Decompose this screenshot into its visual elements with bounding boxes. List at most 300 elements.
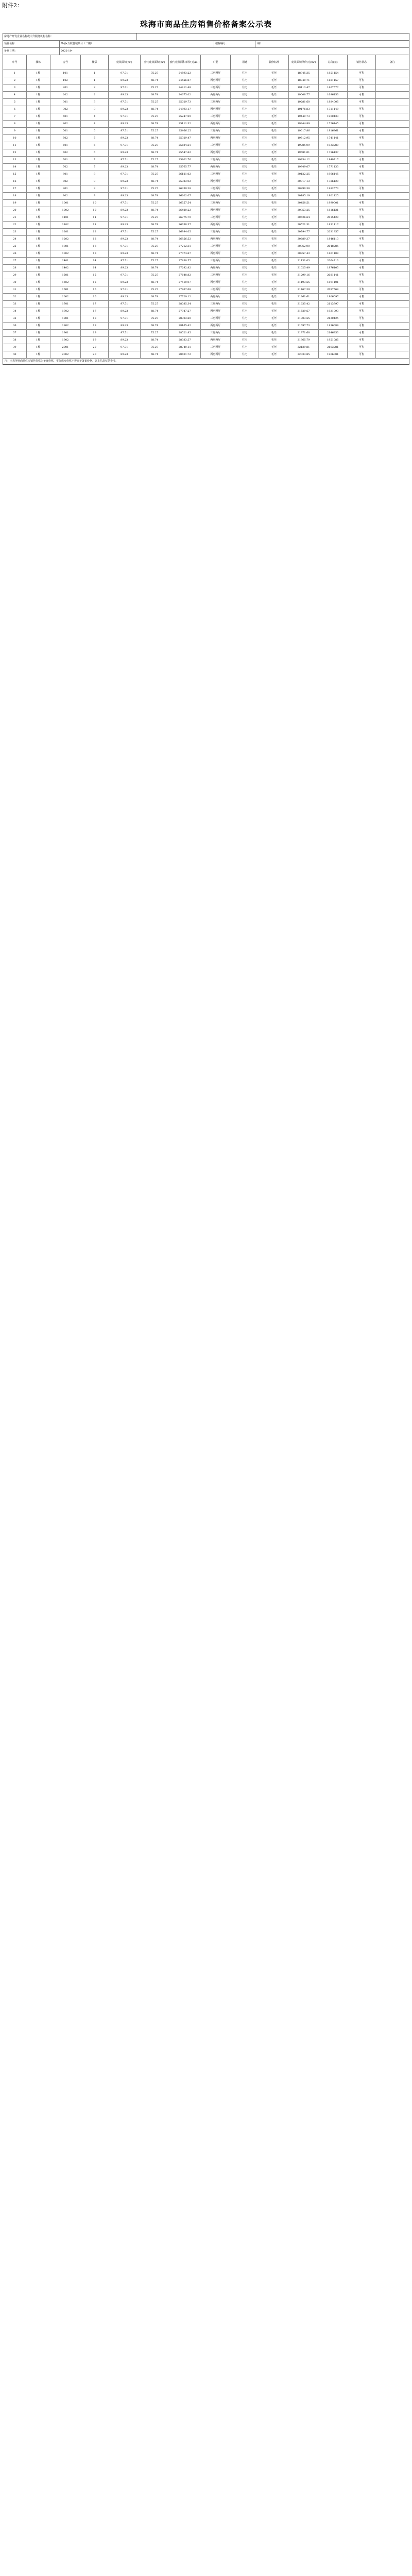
table-cell: 两房两厅 xyxy=(201,265,231,272)
table-cell xyxy=(376,185,409,192)
table-cell: 可售 xyxy=(348,315,376,322)
table-cell: 68.74 xyxy=(141,250,169,257)
table-cell: 3 xyxy=(81,99,109,106)
table-cell: 17 xyxy=(81,301,109,308)
price-table xyxy=(3,33,409,365)
table-cell: 27074.67 xyxy=(169,250,201,257)
table-cell: 21529.67 xyxy=(289,308,319,315)
table-cell xyxy=(376,337,409,344)
table-row xyxy=(3,178,409,185)
table-cell: 住宅 xyxy=(231,301,260,308)
table-cell: 20458.51 xyxy=(289,200,319,207)
table-cell: 101 xyxy=(50,70,81,77)
table-cell: 68.74 xyxy=(141,265,169,272)
table-cell: 75.27 xyxy=(141,84,169,91)
table-cell: 三房两厅 xyxy=(201,330,231,336)
table-cell: 102 xyxy=(50,77,81,84)
table-cell: 20962.90 xyxy=(289,243,319,250)
table-cell: 75.27 xyxy=(141,70,169,77)
table-row xyxy=(3,315,409,323)
table-cell: 住宅 xyxy=(231,243,260,250)
table-cell: 可售 xyxy=(348,149,376,156)
table-cell: 21635.42 xyxy=(289,301,319,308)
table-cell: 34 xyxy=(3,308,27,315)
table-cell: 住宅 xyxy=(231,308,260,315)
table-cell: 毛坯 xyxy=(259,330,289,336)
table-cell: 1861109 xyxy=(319,250,348,257)
table-cell: 三房两厅 xyxy=(201,214,231,221)
table-cell: 住宅 xyxy=(231,286,260,293)
table-cell: 24 xyxy=(3,236,27,243)
table-cell: 住宅 xyxy=(231,229,260,235)
table-cell: 1891101 xyxy=(319,279,348,286)
column-header: 建筑面积(m²) xyxy=(109,55,141,70)
table-cell: 602 xyxy=(50,149,81,156)
table-cell: 三房两厅 xyxy=(201,272,231,279)
table-cell: 毛坯 xyxy=(259,344,289,351)
table-cell: 1884005 xyxy=(319,99,348,106)
table-cell: 毛坯 xyxy=(259,171,289,178)
table-cell: 17 xyxy=(3,185,27,192)
table-cell: 26775.79 xyxy=(169,214,201,221)
table-cell: 97.71 xyxy=(109,142,141,149)
table-cell: 10 xyxy=(81,200,109,207)
table-cell: 68.74 xyxy=(141,149,169,156)
table-cell: 1栋 xyxy=(27,301,50,308)
table-cell: 19113.47 xyxy=(289,84,319,91)
table-cell xyxy=(376,149,409,156)
table-cell: 住宅 xyxy=(231,164,260,171)
table-cell xyxy=(376,214,409,221)
table-cell: 12 xyxy=(81,236,109,243)
table-cell: 20794.77 xyxy=(289,229,319,235)
table-cell: 302 xyxy=(50,106,81,113)
table-cell: 402 xyxy=(50,121,81,127)
table-cell: 可售 xyxy=(348,286,376,293)
table-row xyxy=(3,164,409,171)
table-cell: 25983.92 xyxy=(169,178,201,185)
table-cell: 两房两厅 xyxy=(201,193,231,199)
table-cell: 住宅 xyxy=(231,84,260,91)
table-cell: 1 xyxy=(81,70,109,77)
table-cell: 19617.86 xyxy=(289,128,319,134)
column-header: 装修标准 xyxy=(259,55,289,70)
table-row xyxy=(3,286,409,294)
table-cell: 19785.99 xyxy=(289,142,319,149)
project-row xyxy=(3,41,409,48)
table-cell xyxy=(376,323,409,329)
table-cell: 28 xyxy=(3,265,27,272)
table-cell: 28085.34 xyxy=(169,301,201,308)
table-cell: 22033.85 xyxy=(289,351,319,358)
column-header: 楼层 xyxy=(81,55,109,70)
table-cell xyxy=(376,99,409,106)
table-cell: 13 xyxy=(3,157,27,163)
table-cell: 26557.54 xyxy=(169,200,201,207)
table-cell: 1846113 xyxy=(319,236,348,243)
table-row xyxy=(3,294,409,301)
table-cell: 2015429 xyxy=(319,214,348,221)
table-cell: 可售 xyxy=(348,121,376,127)
table-row xyxy=(3,214,409,222)
table-cell: 89.23 xyxy=(109,222,141,228)
table-cell: 2163281 xyxy=(319,344,348,351)
table-cell: 毛坯 xyxy=(259,258,289,264)
column-header: 套内建筑面积单价(元/m²) xyxy=(169,55,201,70)
table-cell: 97.71 xyxy=(109,70,141,77)
table-cell: 68.74 xyxy=(141,337,169,344)
building-value: 1栋 xyxy=(256,42,261,45)
table-cell: 1876105 xyxy=(319,265,348,272)
table-row xyxy=(3,222,409,229)
table-cell: 可售 xyxy=(348,265,376,272)
table-cell: 1栋 xyxy=(27,236,50,243)
table-cell: 25247.99 xyxy=(169,113,201,120)
table-cell: 1栋 xyxy=(27,70,50,77)
table-cell: 20122.25 xyxy=(289,171,319,178)
table-cell: 9 xyxy=(81,185,109,192)
table-cell: 2146853 xyxy=(319,330,348,336)
table-cell: 可售 xyxy=(348,294,376,300)
table-cell: 可售 xyxy=(348,178,376,185)
table-row xyxy=(3,301,409,308)
table-cell: 18 xyxy=(81,323,109,329)
table-cell: 75.27 xyxy=(141,229,169,235)
table-cell: 毛坯 xyxy=(259,337,289,344)
table-cell: 26638.37 xyxy=(169,222,201,228)
table-cell: 1951085 xyxy=(319,337,348,344)
column-header: 套内建筑面积(m²) xyxy=(141,55,169,70)
table-cell: 住宅 xyxy=(231,330,260,336)
table-cell: 75.27 xyxy=(141,315,169,322)
table-cell: 1933289 xyxy=(319,142,348,149)
table-cell: 2 xyxy=(81,84,109,91)
table-cell: 可售 xyxy=(348,142,376,149)
table-cell: 两房两厅 xyxy=(201,92,231,98)
table-cell: 住宅 xyxy=(231,99,260,106)
table-cell: 9 xyxy=(3,128,27,134)
project-value: 华發•万联悦城项目（二期） xyxy=(60,41,214,47)
table-cell: 三房两厅 xyxy=(201,113,231,120)
table-cell: 10 xyxy=(3,135,27,142)
table-row xyxy=(3,265,409,272)
table-cell: 1202 xyxy=(50,236,81,243)
table-cell: 8 xyxy=(3,121,27,127)
table-cell: 1 xyxy=(81,77,109,84)
table-cell: 68.74 xyxy=(141,135,169,142)
table-row xyxy=(3,200,409,207)
table-cell: 毛坯 xyxy=(259,236,289,243)
developer-row xyxy=(3,33,409,41)
table-cell: 201 xyxy=(50,84,81,91)
table-cell: 31 xyxy=(3,286,27,293)
table-cell: 1711149 xyxy=(319,106,348,113)
table-cell xyxy=(376,286,409,293)
table-body xyxy=(3,70,409,359)
table-cell: 89.23 xyxy=(109,294,141,300)
column-header: 销售状态 xyxy=(348,55,376,70)
table-cell: 27648.82 xyxy=(169,272,201,279)
table-cell: 18840.71 xyxy=(289,77,319,84)
table-cell: 5 xyxy=(81,128,109,134)
table-row xyxy=(3,99,409,106)
table-cell: 毛坯 xyxy=(259,70,289,77)
table-cell: 2064713 xyxy=(319,258,348,264)
table-cell: 97.71 xyxy=(109,214,141,221)
table-cell: 21 xyxy=(3,214,27,221)
table-cell: 89.23 xyxy=(109,308,141,315)
table-cell xyxy=(376,92,409,98)
table-cell: 1栋 xyxy=(27,171,50,178)
table-cell xyxy=(376,279,409,286)
table-cell: 30 xyxy=(3,279,27,286)
table-cell: 1786129 xyxy=(319,178,348,185)
table-cell: 毛坯 xyxy=(259,200,289,207)
table-cell: 20353.25 xyxy=(289,207,319,214)
column-header: 户型 xyxy=(201,55,231,70)
table-cell: 28303.60 xyxy=(169,315,201,322)
table-cell: 97.71 xyxy=(109,229,141,235)
table-cell: 24675.02 xyxy=(169,92,201,98)
table-cell: 21803.55 xyxy=(289,315,319,322)
table-cell: 19954.12 xyxy=(289,157,319,163)
table-cell: 26856.52 xyxy=(169,236,201,243)
table-cell: 可售 xyxy=(348,279,376,286)
table-cell: 毛坯 xyxy=(259,164,289,171)
table-cell: 毛坯 xyxy=(259,207,289,214)
table-cell: 29 xyxy=(3,272,27,279)
table-cell: 18 xyxy=(3,193,27,199)
table-cell: 1栋 xyxy=(27,77,50,84)
table-cell: 1栋 xyxy=(27,308,50,315)
table-cell: 19 xyxy=(3,200,27,207)
table-cell: 27947.27 xyxy=(169,308,201,315)
table-cell xyxy=(376,113,409,120)
table-row xyxy=(3,171,409,178)
table-cell: 可售 xyxy=(348,99,376,106)
project-label: 项目名称： xyxy=(3,41,60,47)
table-cell: 1栋 xyxy=(27,185,50,192)
table-cell: 38 xyxy=(3,337,27,344)
table-cell: 19449.73 xyxy=(289,113,319,120)
table-cell: 住宅 xyxy=(231,315,260,322)
table-cell: 1栋 xyxy=(27,128,50,134)
developer-label: 房地产开发企业名称或中介服务机构名称： xyxy=(3,33,137,40)
table-cell: 1栋 xyxy=(27,178,50,185)
table-cell: 1302 xyxy=(50,250,81,257)
table-cell: 1936089 xyxy=(319,323,348,329)
column-header: 楼栋 xyxy=(27,55,50,70)
table-cell: 1906097 xyxy=(319,294,348,300)
table-cell: 1栋 xyxy=(27,113,50,120)
table-cell: 1201 xyxy=(50,229,81,235)
table-cell: 16 xyxy=(3,178,27,185)
table-cell: 住宅 xyxy=(231,142,260,149)
table-cell xyxy=(376,70,409,77)
table-cell: 97.71 xyxy=(109,171,141,178)
table-cell: 19 xyxy=(81,337,109,344)
table-cell: 12 xyxy=(3,149,27,156)
table-cell: 可售 xyxy=(348,243,376,250)
table-cell: 毛坯 xyxy=(259,279,289,286)
table-cell: 三房两厅 xyxy=(201,243,231,250)
table-cell: 21865.79 xyxy=(289,337,319,344)
table-cell: 22139.81 xyxy=(289,344,319,351)
table-cell: 18 xyxy=(81,315,109,322)
table-cell xyxy=(376,106,409,113)
table-cell: 2081141 xyxy=(319,272,348,279)
table-cell: 301 xyxy=(50,99,81,106)
table-cell: 1栋 xyxy=(27,222,50,228)
table-cell: 住宅 xyxy=(231,185,260,192)
table-cell: 75.27 xyxy=(141,272,169,279)
table-cell: 可售 xyxy=(348,171,376,178)
table-cell: 两房两厅 xyxy=(201,121,231,127)
table-cell: 89.23 xyxy=(109,193,141,199)
table-cell: 1771133 xyxy=(319,164,348,171)
table-cell: 89.23 xyxy=(109,323,141,329)
table-cell: 68.74 xyxy=(141,236,169,243)
building-label: 楼栋编号： xyxy=(214,41,255,47)
table-cell: 20857.43 xyxy=(289,250,319,257)
table-row xyxy=(3,106,409,113)
table-cell: 75.27 xyxy=(141,330,169,336)
table-cell: 两房两厅 xyxy=(201,149,231,156)
table-cell: 可售 xyxy=(348,337,376,344)
table-cell: 两房两厅 xyxy=(201,222,231,228)
table-cell: 1栋 xyxy=(27,337,50,344)
table-cell: 可售 xyxy=(348,222,376,228)
table-cell: 住宅 xyxy=(231,337,260,344)
table-cell: 1栋 xyxy=(27,142,50,149)
table-cell: 14 xyxy=(81,265,109,272)
table-cell: 20689.37 xyxy=(289,236,319,243)
table-cell: 1栋 xyxy=(27,200,50,207)
table-cell: 1栋 xyxy=(27,272,50,279)
table-cell: 住宅 xyxy=(231,250,260,257)
table-cell: 19849.07 xyxy=(289,164,319,171)
table-cell: 89.23 xyxy=(109,121,141,127)
table-cell: 25466.25 xyxy=(169,128,201,134)
table-cell: 19512.95 xyxy=(289,135,319,142)
table-cell: 三房两厅 xyxy=(201,157,231,163)
table-cell: 2001 xyxy=(50,344,81,351)
table-cell: 毛坯 xyxy=(259,185,289,192)
table-cell: 三房两厅 xyxy=(201,142,231,149)
table-cell: 11 xyxy=(81,222,109,228)
table-cell: 1栋 xyxy=(27,344,50,351)
table-cell: 1栋 xyxy=(27,250,50,257)
table-cell: 26 xyxy=(3,250,27,257)
table-cell: 住宅 xyxy=(231,294,260,300)
table-cell: 住宅 xyxy=(231,265,260,272)
table-cell: 25684.51 xyxy=(169,142,201,149)
table-cell: 75.27 xyxy=(141,185,169,192)
table-cell: 可售 xyxy=(348,351,376,358)
table-cell: 1栋 xyxy=(27,92,50,98)
table-cell: 可售 xyxy=(348,193,376,199)
table-cell: 毛坯 xyxy=(259,92,289,98)
table-cell: 20185.19 xyxy=(289,193,319,199)
table-cell: 两房两厅 xyxy=(201,207,231,214)
table-cell: 1栋 xyxy=(27,286,50,293)
table-cell: 25547.62 xyxy=(169,149,201,156)
table-cell: 两房两厅 xyxy=(201,250,231,257)
table-cell: 1802 xyxy=(50,323,81,329)
table-cell: 毛坯 xyxy=(259,315,289,322)
table-cell: 可售 xyxy=(348,301,376,308)
table-cell: 1801125 xyxy=(319,193,348,199)
table-cell: 25029.73 xyxy=(169,99,201,106)
table-cell: 22 xyxy=(3,222,27,228)
table-cell: 可售 xyxy=(348,92,376,98)
table-cell: 89.23 xyxy=(109,250,141,257)
table-cell: 97.71 xyxy=(109,258,141,264)
table-cell: 68.74 xyxy=(141,193,169,199)
table-cell: 可售 xyxy=(348,250,376,257)
table-cell: 701 xyxy=(50,157,81,163)
table-cell: 68.74 xyxy=(141,351,169,358)
table-cell: 2097569 xyxy=(319,286,348,293)
table-cell: 21697.73 xyxy=(289,323,319,329)
table-cell: 502 xyxy=(50,135,81,142)
table-cell xyxy=(376,250,409,257)
table-cell: 住宅 xyxy=(231,279,260,286)
table-cell: 27212.31 xyxy=(169,243,201,250)
table-cell: 3 xyxy=(3,84,27,91)
table-cell: 13 xyxy=(81,243,109,250)
table-cell: 住宅 xyxy=(231,121,260,127)
table-cell: 14 xyxy=(81,258,109,264)
table-row xyxy=(3,92,409,99)
table-cell: 1栋 xyxy=(27,243,50,250)
table-cell: 2002 xyxy=(50,351,81,358)
table-cell: 可售 xyxy=(348,84,376,91)
table-cell: 可售 xyxy=(348,330,376,336)
table-cell: 75.27 xyxy=(141,200,169,207)
table-cell: 2130425 xyxy=(319,315,348,322)
table-cell: 24811.48 xyxy=(169,84,201,91)
table-cell: 19681.01 xyxy=(289,149,319,156)
table-cell xyxy=(376,157,409,163)
table-cell: 可售 xyxy=(348,164,376,171)
table-cell: 1栋 xyxy=(27,229,50,235)
table-cell: 4 xyxy=(3,92,27,98)
table-cell: 1901 xyxy=(50,330,81,336)
table-cell: 75.27 xyxy=(141,128,169,134)
table-cell: 16 xyxy=(81,286,109,293)
table-cell: 毛坯 xyxy=(259,294,289,300)
table-cell: 两房两厅 xyxy=(201,135,231,142)
table-cell: 18945.35 xyxy=(289,70,319,77)
table-cell: 19344.89 xyxy=(289,121,319,127)
table-row xyxy=(3,185,409,193)
table-row xyxy=(3,308,409,315)
table-row xyxy=(3,272,409,279)
table-cell: 1102 xyxy=(50,222,81,228)
table-cell xyxy=(376,265,409,272)
table-cell: 1401 xyxy=(50,258,81,264)
table-cell: 两房两厅 xyxy=(201,106,231,113)
table-cell: 三房两厅 xyxy=(201,315,231,322)
table-cell: 24893.17 xyxy=(169,106,201,113)
table-cell: 2048285 xyxy=(319,243,348,250)
table-cell: 毛坯 xyxy=(259,214,289,221)
table-cell xyxy=(376,308,409,315)
table-cell: 1756137 xyxy=(319,149,348,156)
table-cell: 1966081 xyxy=(319,351,348,358)
table-cell: 毛坯 xyxy=(259,157,289,163)
